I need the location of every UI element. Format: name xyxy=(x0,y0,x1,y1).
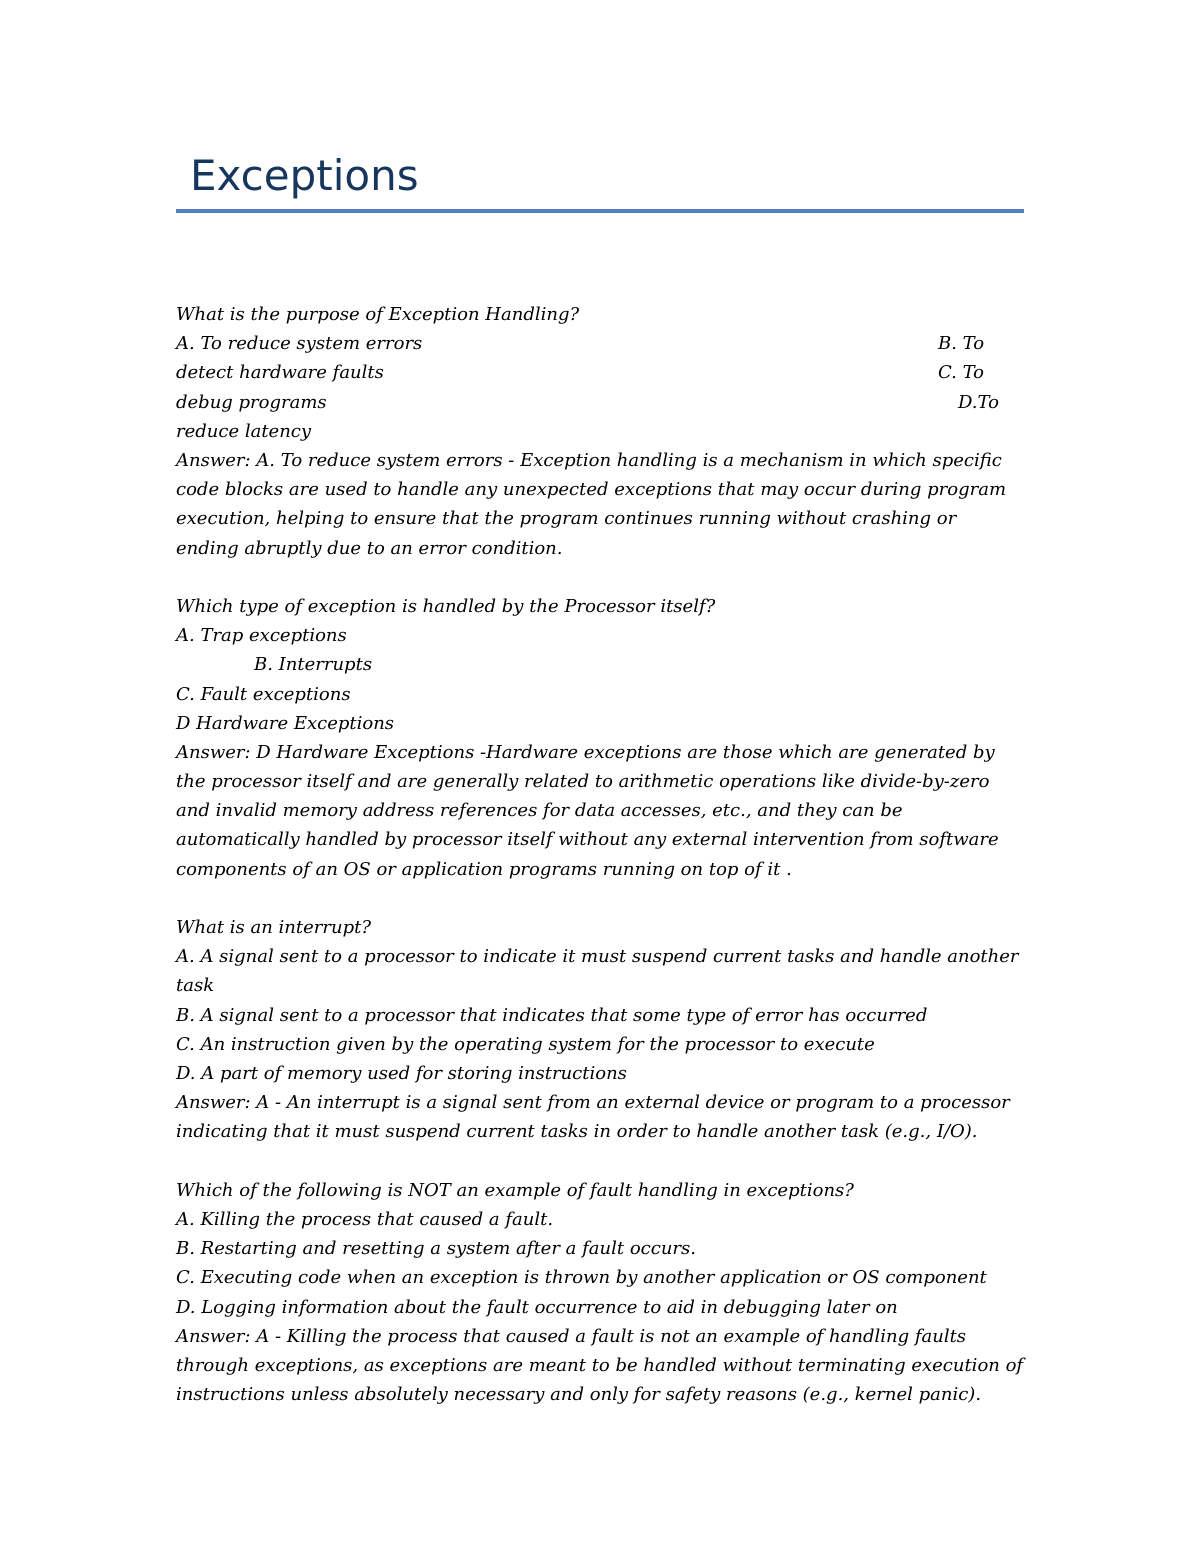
q1-option-d-start: D.To xyxy=(958,391,999,413)
q1-options-line-2 xyxy=(176,358,1024,387)
q1-option-c-start: C. To xyxy=(938,362,985,384)
q4-option-a: A. Killing the process that caused a fault. xyxy=(176,1209,554,1231)
q1-answer: Answer: A. To reduce system errors - Exception handling is a mechanism in which specific code blocks are used to handle any unexpected exceptions that may occur during program execution, helping to ensure that the program continues running without crashing or ending abruptly due to an error condition. xyxy=(176,449,1007,559)
q4-answer: Answer: A - Killing the process that caused a fault is not an example of handling faults through exceptions, as exceptions are meant to be handled without terminating execution of instructions unless absolutely necessary and only for safety reasons (e.g., kernel panic). xyxy=(176,1325,1024,1406)
q1-options-line-1 xyxy=(176,329,1024,358)
q4-option-d: D. Logging information about the fault occurrence to aid in debugging later on xyxy=(176,1296,898,1318)
q2-option-c: C. Fault exceptions xyxy=(176,683,351,705)
q1-question: What is the purpose of Exception Handling? xyxy=(176,304,580,325)
q3-answer: Answer: A - An interrupt is a signal sent from an external device or program to a processor indicating that it must suspend current tasks in order to handle another task (e.g., I/O). xyxy=(176,1092,1010,1143)
q1-option-b-end: detect hardware faults xyxy=(176,362,384,384)
q2-question: Which type of exception is handled by the Processor itself? xyxy=(176,595,716,617)
q2-option-b: B. Interrupts xyxy=(254,654,373,676)
q2-answer: Answer: D Hardware Exceptions -Hardware exceptions are those which are generated by the processor itself and are generally related to arithmetic operations like divide-by-zero and invalid memory address references for data accesses, etc., and they can be automatically handled by processor itself without any external intervention from software components of an OS or application programs running on top of it . xyxy=(176,741,999,880)
spacer xyxy=(176,1147,1024,1176)
q3-option-c: C. An instruction given by the operating system for the processor to execute xyxy=(176,1033,875,1055)
document-body xyxy=(176,300,1024,1409)
q4-question: Which of the following is NOT an example of fault handling in exceptions? xyxy=(176,1179,854,1201)
spacer xyxy=(176,563,1024,592)
title-underline xyxy=(176,209,1024,213)
q3-option-a: A. A signal sent to a processor to indicate it must suspend current tasks and handle another task xyxy=(176,946,1019,997)
q1-option-d-end: reduce latency xyxy=(176,420,312,442)
q3-option-b: B. A signal sent to a processor that indicates that some type of error has occurred xyxy=(176,1004,928,1026)
page-title: Exceptions xyxy=(190,151,419,200)
q4-option-c: C. Executing code when an exception is thrown by another application or OS component xyxy=(176,1267,987,1289)
q4-option-b: B. Restarting and resetting a system after a fault occurs. xyxy=(176,1238,696,1260)
q3-question: What is an interrupt? xyxy=(176,917,371,939)
q1-options-line-3 xyxy=(176,388,1024,417)
spacer xyxy=(176,884,1024,913)
q1-option-c-end: debug programs xyxy=(176,391,327,413)
q2-option-d: D Hardware Exceptions xyxy=(176,712,395,734)
q1-option-a: A. To reduce system errors xyxy=(176,333,423,355)
q3-option-d: D. A part of memory used for storing instructions xyxy=(176,1063,627,1085)
q2-option-a: A. Trap exceptions xyxy=(176,625,347,647)
q1-option-b-start: B. To xyxy=(938,333,985,355)
